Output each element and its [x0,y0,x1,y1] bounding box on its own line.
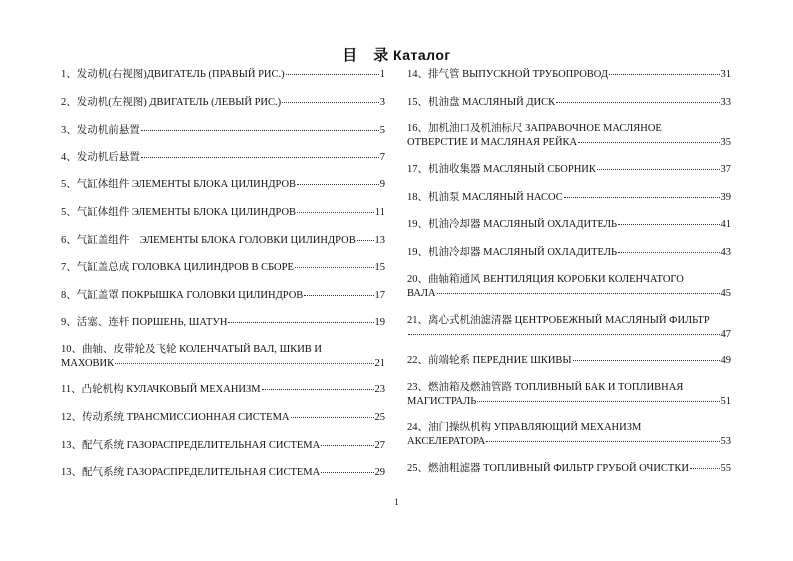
dot-leader [486,440,719,442]
toc-entry-page: 29 [374,467,385,478]
toc-entry-page: 7 [379,152,385,163]
toc-entry-title: 25、燃油粗滤器 ТОПЛИВНЫЙ ФИЛЬТР ГРУБОЙ ОЧИСТКИ [407,463,689,474]
toc-entry-title: 22、前端轮系 ПЕРЕДНИЕ ШКИВЫ [407,355,572,366]
toc-entry-title: АКСЕЛЕРАТОРА [407,436,486,447]
dot-leader [286,73,379,75]
toc-entry-title: 17、机油收集器 МАСЛЯНЫЙ СБОРНИК [407,164,596,175]
toc-entry[interactable] [407,354,731,368]
toc-entry-title: 5、气缸体组件 ЭЛЕМЕНТЫ БЛОКА ЦИЛИНДРОВ [61,179,297,190]
toc-entry-page: 25 [374,412,385,423]
toc-entry[interactable] [61,151,385,165]
toc-entry-title: 8、气缸盖罩 ПОКРЫШКА ГОЛОВКИ ЦИЛИНДРОВ [61,290,304,301]
dot-leader [408,333,720,335]
toc-entry-title: ВАЛА [407,288,436,299]
toc-entry[interactable] [61,68,385,82]
toc-entry[interactable] [407,191,731,205]
toc-entry[interactable] [407,96,731,110]
toc-entry-page: 43 [720,247,731,258]
toc-entry-title: 10、曲轴、皮带轮及飞轮 КОЛЕНЧАТЫЙ ВАЛ, ШКИВ И [61,344,322,355]
dot-leader [321,444,373,446]
toc-entry-page: 19 [374,317,385,328]
toc-entry[interactable] [407,218,731,232]
dot-leader [262,388,374,390]
toc-entry[interactable] [61,261,385,275]
toc-entry-title: 5、气缸体组件 ЭЛЕМЕНТЫ БЛОКА ЦИЛИНДРОВ [61,207,297,218]
dot-leader [573,359,720,361]
toc-entry-title: 13、配气系统 ГАЗОРАСПРЕДЕЛИТЕЛЬНАЯ СИСТЕМА [61,440,321,451]
toc-entry-page: 3 [379,97,385,108]
toc-entry[interactable] [61,234,385,248]
dot-leader [597,168,720,170]
dot-leader [141,156,379,158]
toc-entry-title: 23、燃油箱及燃油管路 ТОПЛИВНЫЙ БАК И ТОПЛИВНАЯ [407,382,684,393]
dot-leader [291,416,374,418]
toc-entry[interactable] [407,68,731,82]
dot-leader [304,294,373,296]
toc-entry[interactable] [61,289,385,303]
toc-entry-title: 15、机油盘 МАСЛЯНЫЙ ДИСК [407,97,556,108]
dot-leader [295,266,374,268]
toc-entry-title: 3、发动机前悬置 [61,125,140,136]
dot-leader [297,183,379,185]
toc-entry-page: 1 [379,69,385,80]
toc-entry-page: 5 [379,125,385,136]
dot-leader [556,101,719,103]
toc-entry-page: 35 [720,137,731,148]
toc-entry[interactable] [61,124,385,138]
dot-leader [609,73,719,75]
toc-entry[interactable] [61,383,385,397]
toc-entry-title: 19、机油冷却器 МАСЛЯНЫЙ ОХЛАДИТЕЛЬ [407,247,617,258]
toc-entry-page: 33 [720,97,731,108]
toc-entry[interactable] [407,122,731,150]
dot-leader [115,362,373,364]
toc-entry[interactable] [61,439,385,453]
toc-entry-title: 16、加机油口及机油标尺 ЗАПРАВОЧНОЕ МАСЛЯНОЕ [407,123,662,134]
toc-entry-title: 13、配气系统 ГАЗОРАСПРЕДЕЛИТЕЛЬНАЯ СИСТЕМА [61,467,321,478]
toc-entry-page: 23 [374,384,385,395]
toc-entry-title: 24、油门操纵机构 УПРАВЛЯЮЩИЙ МЕХАНИЗМ [407,422,642,433]
toc-entry[interactable] [407,381,731,409]
dot-leader [690,467,720,469]
toc-entry-title: 21、离心式机油滤清器 ЦЕНТРОБЕЖНЫЙ МАСЛЯНЫЙ ФИЛЬТР [407,315,710,326]
toc-entry-page: 49 [720,355,731,366]
toc-entry[interactable] [61,466,385,480]
toc-entry-page: 17 [374,290,385,301]
toc-entry-page: 39 [720,192,731,203]
toc-entry-title: 9、活塞、连杆 ПОРШЕНЬ, ШАТУН [61,317,228,328]
dot-leader [618,251,720,253]
page-title [0,44,793,65]
toc-entry-title: 2、发动机(左视图) ДВИГАТЕЛЬ (ЛЕВЫЙ РИС.) [61,97,282,108]
toc-entry-page: 45 [720,288,731,299]
toc-entry-page: 21 [374,358,385,369]
dot-leader [477,400,719,402]
title-russian: Каталог [393,47,451,63]
toc-entry-page: 51 [720,396,731,407]
dot-leader [578,141,719,143]
toc-entry-title: 11、凸轮机构 КУЛАЧКОВЫЙ МЕХАНИЗМ [61,384,261,395]
title-chinese: 目 录 [342,46,389,64]
toc-entry-page: 9 [379,179,385,190]
dot-leader [141,129,379,131]
dot-leader [357,239,374,241]
dot-leader [297,211,374,213]
toc-entry[interactable] [61,411,385,425]
toc-entry-page: 37 [720,164,731,175]
toc-entry-page: 47 [720,329,731,340]
toc-entry[interactable] [407,273,731,301]
dot-leader [228,321,373,323]
toc-entry-page: 15 [374,262,385,273]
dot-leader [437,292,720,294]
toc-entry-page: 31 [720,69,731,80]
toc-entry-page: 13 [374,235,385,246]
dot-leader [321,471,373,473]
toc-entry[interactable] [61,343,385,371]
toc-entry[interactable] [61,206,385,220]
toc-entry-page: 41 [720,219,731,230]
toc-entry-title: 19、机油冷却器 МАСЛЯНЫЙ ОХЛАДИТЕЛЬ [407,219,617,230]
toc-entry[interactable] [407,163,731,177]
dot-leader [564,196,720,198]
toc-entry-title: 6、气缸盖组件 ЭЛЕМЕНТЫ БЛОКА ГОЛОВКИ ЦИЛИНДРОВ [61,235,356,246]
toc-entry-title: 1、发动机(右视图)ДВИГАТЕЛЬ (ПРАВЫЙ РИС.) [61,69,285,80]
page-number: 1 [394,497,399,507]
toc-entry-page: 55 [720,463,731,474]
toc-entry-title: МАГИСТРАЛЬ [407,396,477,407]
toc-entry[interactable] [61,178,385,192]
toc-entry[interactable] [61,96,385,110]
toc-entry-page: 53 [720,436,731,447]
toc-entry-title: МАХОВИК [61,358,115,369]
toc-entry-title: 12、传动系统 ТРАНСМИССИОННАЯ СИСТЕМА [61,412,290,423]
toc-entry-title: 4、发动机后悬置 [61,152,140,163]
toc-entry[interactable] [407,314,731,342]
toc-entry[interactable] [407,462,731,476]
toc-entry[interactable] [407,421,731,449]
toc-entry-title: 7、气缸盖总成 ГОЛОВКА ЦИЛИНДРОВ В СБОРЕ [61,262,294,273]
toc-entry[interactable] [407,246,731,260]
toc-entry-title: 18、机油泵 МАСЛЯНЫЙ НАСОС [407,192,563,203]
toc-entry-title: ОТВЕРСТИЕ И МАСЛЯНАЯ РЕЙКА [407,137,578,148]
toc-entry-title: 20、曲轴箱通风 ВЕНТИЛЯЦИЯ КОРОБКИ КОЛЕНЧАТОГО [407,274,684,285]
toc-entry-title: 14、排气管 ВЫПУСКНОЙ ТРУБОПРОВОД [407,69,609,80]
dot-leader [618,223,720,225]
dot-leader [282,101,379,103]
toc-entry-page: 27 [374,440,385,451]
toc-entry-page: 11 [374,207,385,218]
toc-entry[interactable] [61,316,385,330]
